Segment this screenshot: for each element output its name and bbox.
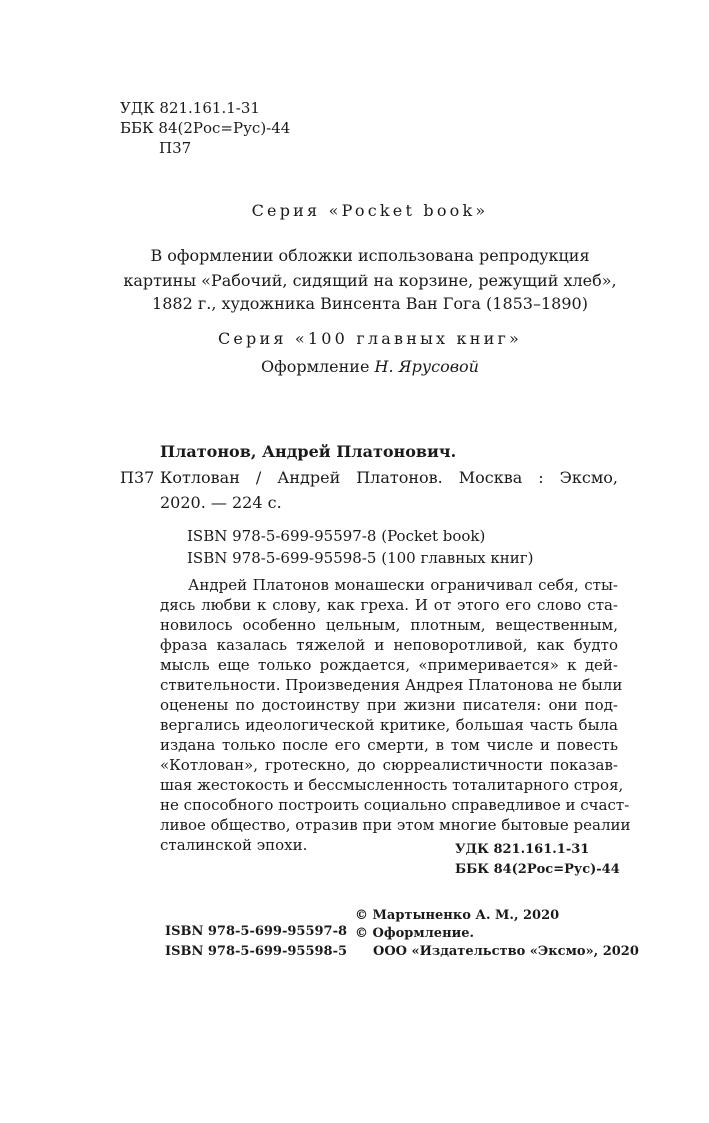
annotation-line: вергались идеологической критике, большая часть была	[160, 716, 618, 734]
annotation-line: фраза казалась тяжелой и неповоротливой, как будто	[160, 636, 618, 654]
annotation-line: оценены по достоинству при жизни писателя: они под-	[160, 696, 618, 714]
catalog-mark: П37	[120, 468, 155, 487]
annotation-line: дясь любви к слову, как греха. И от этого его слово ста-	[160, 596, 618, 614]
annotation-line: ливое общество, отразив при этом многие бытовые реалии	[160, 816, 631, 834]
isbn-100-books: ISBN 978-5-699-95598-5 (100 главных книг)	[187, 549, 534, 567]
copyright-author: © Мартыненко А. М., 2020	[355, 908, 560, 923]
imprint-isbn-1: ISBN 978-5-699-95597-8	[165, 924, 348, 939]
annotation-line: шая жестокость и бессмысленность тоталитарного строя,	[160, 776, 624, 794]
bbk-code-bottom: ББК 84(2Рос=Рус)-44	[455, 862, 620, 877]
annotation-line: «Котлован», гротескно, до сюрреалистичности показав-	[160, 756, 618, 774]
catalog-title-line-2: 2020. — 224 с.	[160, 493, 282, 512]
bbk-code-top: ББК 84(2Рос=Рус)-44	[120, 119, 291, 137]
cover-note-line-2: картины «Рабочий, сидящий на корзине, режущий хлеб»,	[123, 271, 617, 290]
design-label: Оформление	[261, 357, 370, 376]
catalog-author-heading: Платонов, Андрей Платонович.	[160, 442, 457, 461]
design-credit	[120, 357, 620, 377]
annotation-line: ствительности. Произведения Андрея Платонова не были	[160, 676, 623, 694]
imprint-isbn-2: ISBN 978-5-699-95598-5	[165, 944, 348, 959]
udk-code-top: УДК 821.161.1-31	[120, 99, 260, 117]
isbn-pocket-book: ISBN 978-5-699-95597-8 (Pocket book)	[187, 527, 486, 545]
annotation-line: Андрей Платонов монашески ограничивал себя, сты-	[188, 576, 618, 594]
annotation-line: мысль еще только рождается, «примеривается» к дей-	[160, 656, 618, 674]
designer-name: Н. Ярусовой	[374, 357, 479, 376]
series-pocket-book: Серия «Pocket book»	[251, 201, 489, 220]
annotation-line: сталинской эпохи.	[160, 836, 308, 854]
cover-note-line-3: 1882 г., художника Винсента Ван Гога (1853–1890)	[152, 294, 588, 313]
annotation-line: не способного построить социально справедливое и счаст-	[160, 796, 630, 814]
copyright-design: © Оформление.	[355, 926, 475, 941]
annotation-line: новилось особенно цельным, плотным, вещественным,	[160, 616, 618, 634]
catalog-title-line-1: Котлован / Андрей Платонов. Москва : Эксмо,	[160, 468, 618, 487]
series-100-books: Серия «100 главных книг»	[217, 329, 523, 348]
copyright-publisher: ООО «Издательство «Эксмо», 2020	[373, 944, 639, 959]
author-mark-top: П37	[159, 139, 192, 157]
udk-code-bottom: УДК 821.161.1-31	[455, 842, 590, 857]
cover-note-line-1: В оформлении обложки использована репродукция	[150, 246, 590, 265]
annotation-line: издана только после его смерти, в том числе и повесть	[160, 736, 618, 754]
